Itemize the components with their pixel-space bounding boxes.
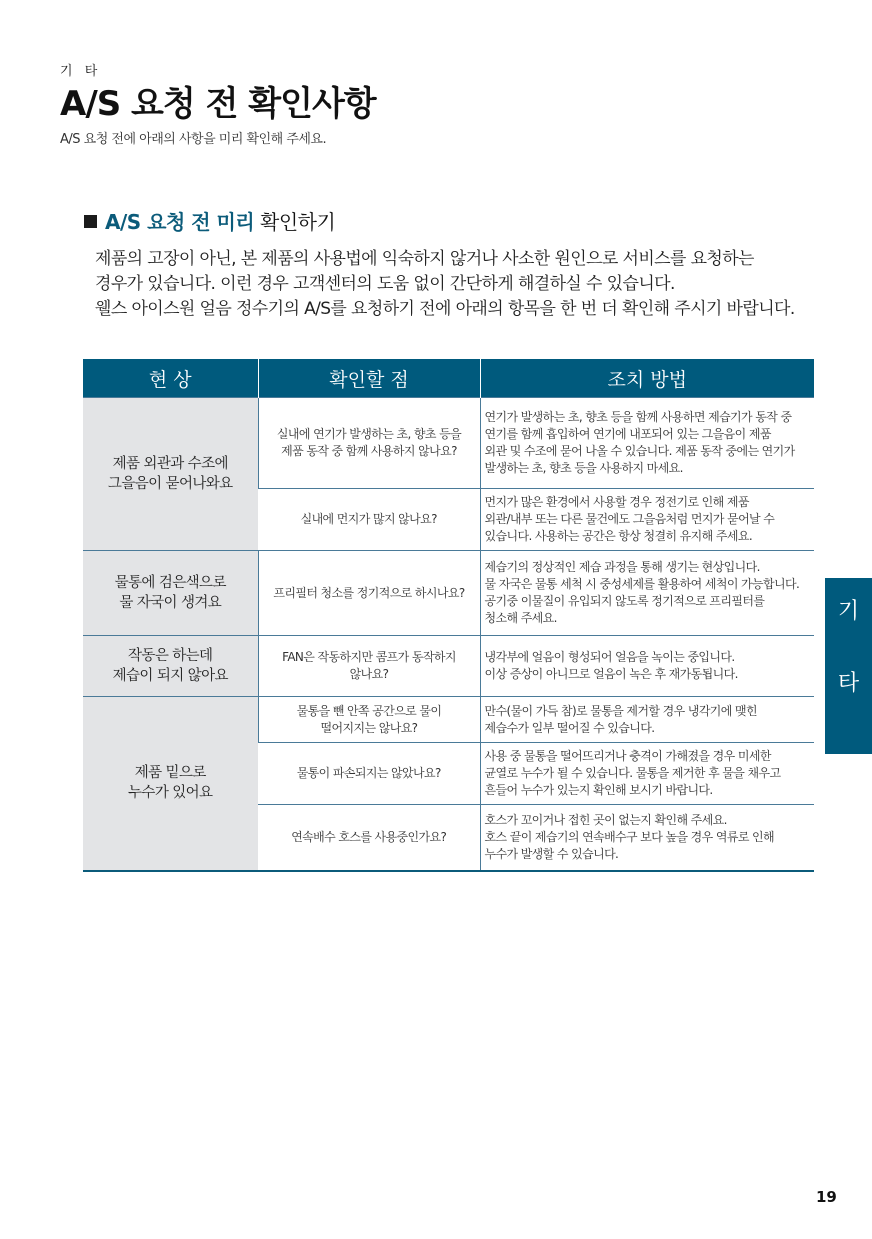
action-cell bbox=[480, 398, 814, 489]
action-text: 외관/내부 또는 다른 물건에도 그을음처럼 먼지가 묻어날 수 bbox=[484, 512, 775, 526]
section-heading-rest: 확인하기 bbox=[260, 210, 336, 234]
check-text: 프리필터 청소를 정기적으로 하시나요? bbox=[273, 585, 465, 600]
symptom-cell bbox=[83, 636, 258, 697]
check-text: 물통을 뺀 안쪽 공간으로 물이 bbox=[296, 703, 442, 718]
check-text: 제품 동작 중 함께 사용하지 않나요? bbox=[281, 444, 457, 458]
action-cell bbox=[480, 551, 814, 636]
action-text: 제습기의 정상적인 제습 과정을 통해 생기는 현상입니다. bbox=[484, 560, 760, 574]
action-text: 호스 끝이 제습기의 연속배수구 보다 높을 경우 역류로 인해 bbox=[484, 829, 775, 844]
page-subtitle: A/S 요청 전에 아래의 사항을 미리 확인해 주세요. bbox=[60, 132, 327, 147]
action-text: 냉각부에 얼음이 형성되어 얼음을 녹이는 중입니다. bbox=[484, 650, 735, 664]
action-text: 호스가 꼬이거나 접힌 곳이 없는지 확인해 주세요. bbox=[484, 812, 727, 827]
check-cell bbox=[258, 398, 480, 489]
check-cell bbox=[258, 743, 480, 805]
check-cell bbox=[258, 805, 480, 871]
table-row bbox=[83, 636, 814, 697]
page-title: A/S 요청 전 확인사항 bbox=[60, 84, 376, 124]
symptom-cell bbox=[83, 551, 258, 636]
table-header-row bbox=[83, 359, 814, 398]
intro-paragraph bbox=[95, 247, 835, 322]
check-cell bbox=[258, 636, 480, 697]
category-label: 기 타 bbox=[60, 64, 98, 79]
action-text: 연기를 함께 흡입하여 연기에 내포되어 있는 그을음이 제품 bbox=[484, 427, 771, 441]
action-text: 제습수가 일부 떨어질 수 있습니다. bbox=[484, 720, 655, 735]
check-text: 실내에 연기가 발생하는 초, 향초 등을 bbox=[276, 427, 462, 441]
symptom-text: 제습이 되지 않아요 bbox=[112, 668, 228, 684]
section-heading bbox=[84, 206, 335, 235]
action-text: 흔들어 누수가 있는지 확인해 보시기 바랍니다. bbox=[484, 783, 713, 797]
check-text: 물통이 파손되지는 않았나요? bbox=[296, 766, 441, 780]
header-action: 조치 방법 bbox=[480, 359, 814, 398]
action-text: 공기중 이물질이 유입되지 않도록 정기적으로 프리필터를 bbox=[484, 594, 765, 608]
header-symptom: 현 상 bbox=[83, 359, 258, 398]
table-row bbox=[83, 697, 814, 743]
check-cell bbox=[258, 489, 480, 551]
check-text: 않나요? bbox=[349, 667, 389, 681]
action-text: 만수(물이 가득 참)로 물통을 제거할 경우 냉각기에 맺힌 bbox=[484, 703, 757, 718]
symptom-text: 제품 밑으로 bbox=[134, 765, 206, 782]
symptom-text: 제품 외관과 수조에 bbox=[112, 456, 228, 472]
action-cell bbox=[480, 636, 814, 697]
side-tab-char: 타 bbox=[837, 671, 860, 696]
symptom-text: 물통에 검은색으로 bbox=[114, 575, 226, 591]
intro-line: 경우가 있습니다. 이런 경우 고객센터의 도움 없이 간단하게 해결하실 수 있습니다. bbox=[95, 274, 675, 294]
side-tab-char: 기 bbox=[837, 599, 860, 624]
troubleshooting-table bbox=[83, 359, 814, 872]
intro-line: 웰스 아이스원 얼음 정수기의 A/S를 요청하기 전에 아래의 항목을 한 번 더 확인해 주시기 바랍니다. bbox=[95, 299, 795, 319]
action-text: 누수가 발생할 수 있습니다. bbox=[484, 846, 619, 861]
check-cell bbox=[258, 697, 480, 743]
action-text: 청소해 주세요. bbox=[484, 611, 557, 625]
symptom-text: 그을음이 묻어나와요 bbox=[107, 476, 233, 492]
check-text: 연속배수 호스를 사용중인가요? bbox=[291, 829, 447, 844]
action-text: 발생하는 초, 향초 등을 사용하지 마세요. bbox=[484, 461, 683, 475]
section-heading-highlight: A/S 요청 전 미리 bbox=[105, 210, 255, 234]
action-text: 연기가 발생하는 초, 향초 등을 함께 사용하면 제습기가 동작 중 bbox=[484, 410, 792, 424]
chapter-side-tab bbox=[825, 578, 872, 754]
intro-line: 제품의 고장이 아닌, 본 제품의 사용법에 익숙하지 않거나 사소한 원인으로 서비스를 요청하는 bbox=[95, 249, 754, 269]
check-text: FAN은 작동하지만 콤프가 동작하지 bbox=[282, 650, 456, 664]
action-text: 외관 및 수조에 묻어 나올 수 있습니다. 제품 동작 중에는 연기가 bbox=[484, 444, 795, 458]
symptom-text: 물 자국이 생겨요 bbox=[119, 595, 222, 611]
symptom-text: 작동은 하는데 bbox=[128, 648, 213, 664]
action-cell bbox=[480, 805, 814, 871]
table-row bbox=[83, 398, 814, 489]
action-cell bbox=[480, 743, 814, 805]
action-text: 균열로 누수가 될 수 있습니다. 물통을 제거한 후 물을 채우고 bbox=[484, 766, 781, 780]
action-text: 물 자국은 물통 세척 시 중성세제를 활용하여 세척이 가능합니다. bbox=[484, 577, 800, 591]
square-bullet-icon bbox=[84, 215, 97, 228]
action-text: 이상 증상이 아니므로 얼음이 녹은 후 재가동됩니다. bbox=[484, 667, 738, 681]
check-cell bbox=[258, 551, 480, 636]
action-text: 사용 중 물통을 떨어뜨리거나 충격이 가해졌을 경우 미세한 bbox=[484, 749, 771, 763]
action-cell bbox=[480, 697, 814, 743]
table-row bbox=[83, 551, 814, 636]
check-text: 떨어지지는 않나요? bbox=[320, 720, 418, 735]
symptom-cell bbox=[83, 697, 258, 871]
action-text: 먼지가 많은 환경에서 사용할 경우 정전기로 인해 제품 bbox=[484, 495, 749, 509]
header-check: 확인할 점 bbox=[258, 359, 480, 398]
check-text: 실내에 먼지가 많지 않나요? bbox=[300, 512, 437, 526]
page-number: 19 bbox=[816, 1188, 837, 1206]
symptom-cell bbox=[83, 398, 258, 551]
action-text: 있습니다. 사용하는 공간은 항상 청결히 유지해 주세요. bbox=[484, 529, 753, 543]
symptom-text: 누수가 있어요 bbox=[128, 785, 213, 802]
action-cell bbox=[480, 489, 814, 551]
